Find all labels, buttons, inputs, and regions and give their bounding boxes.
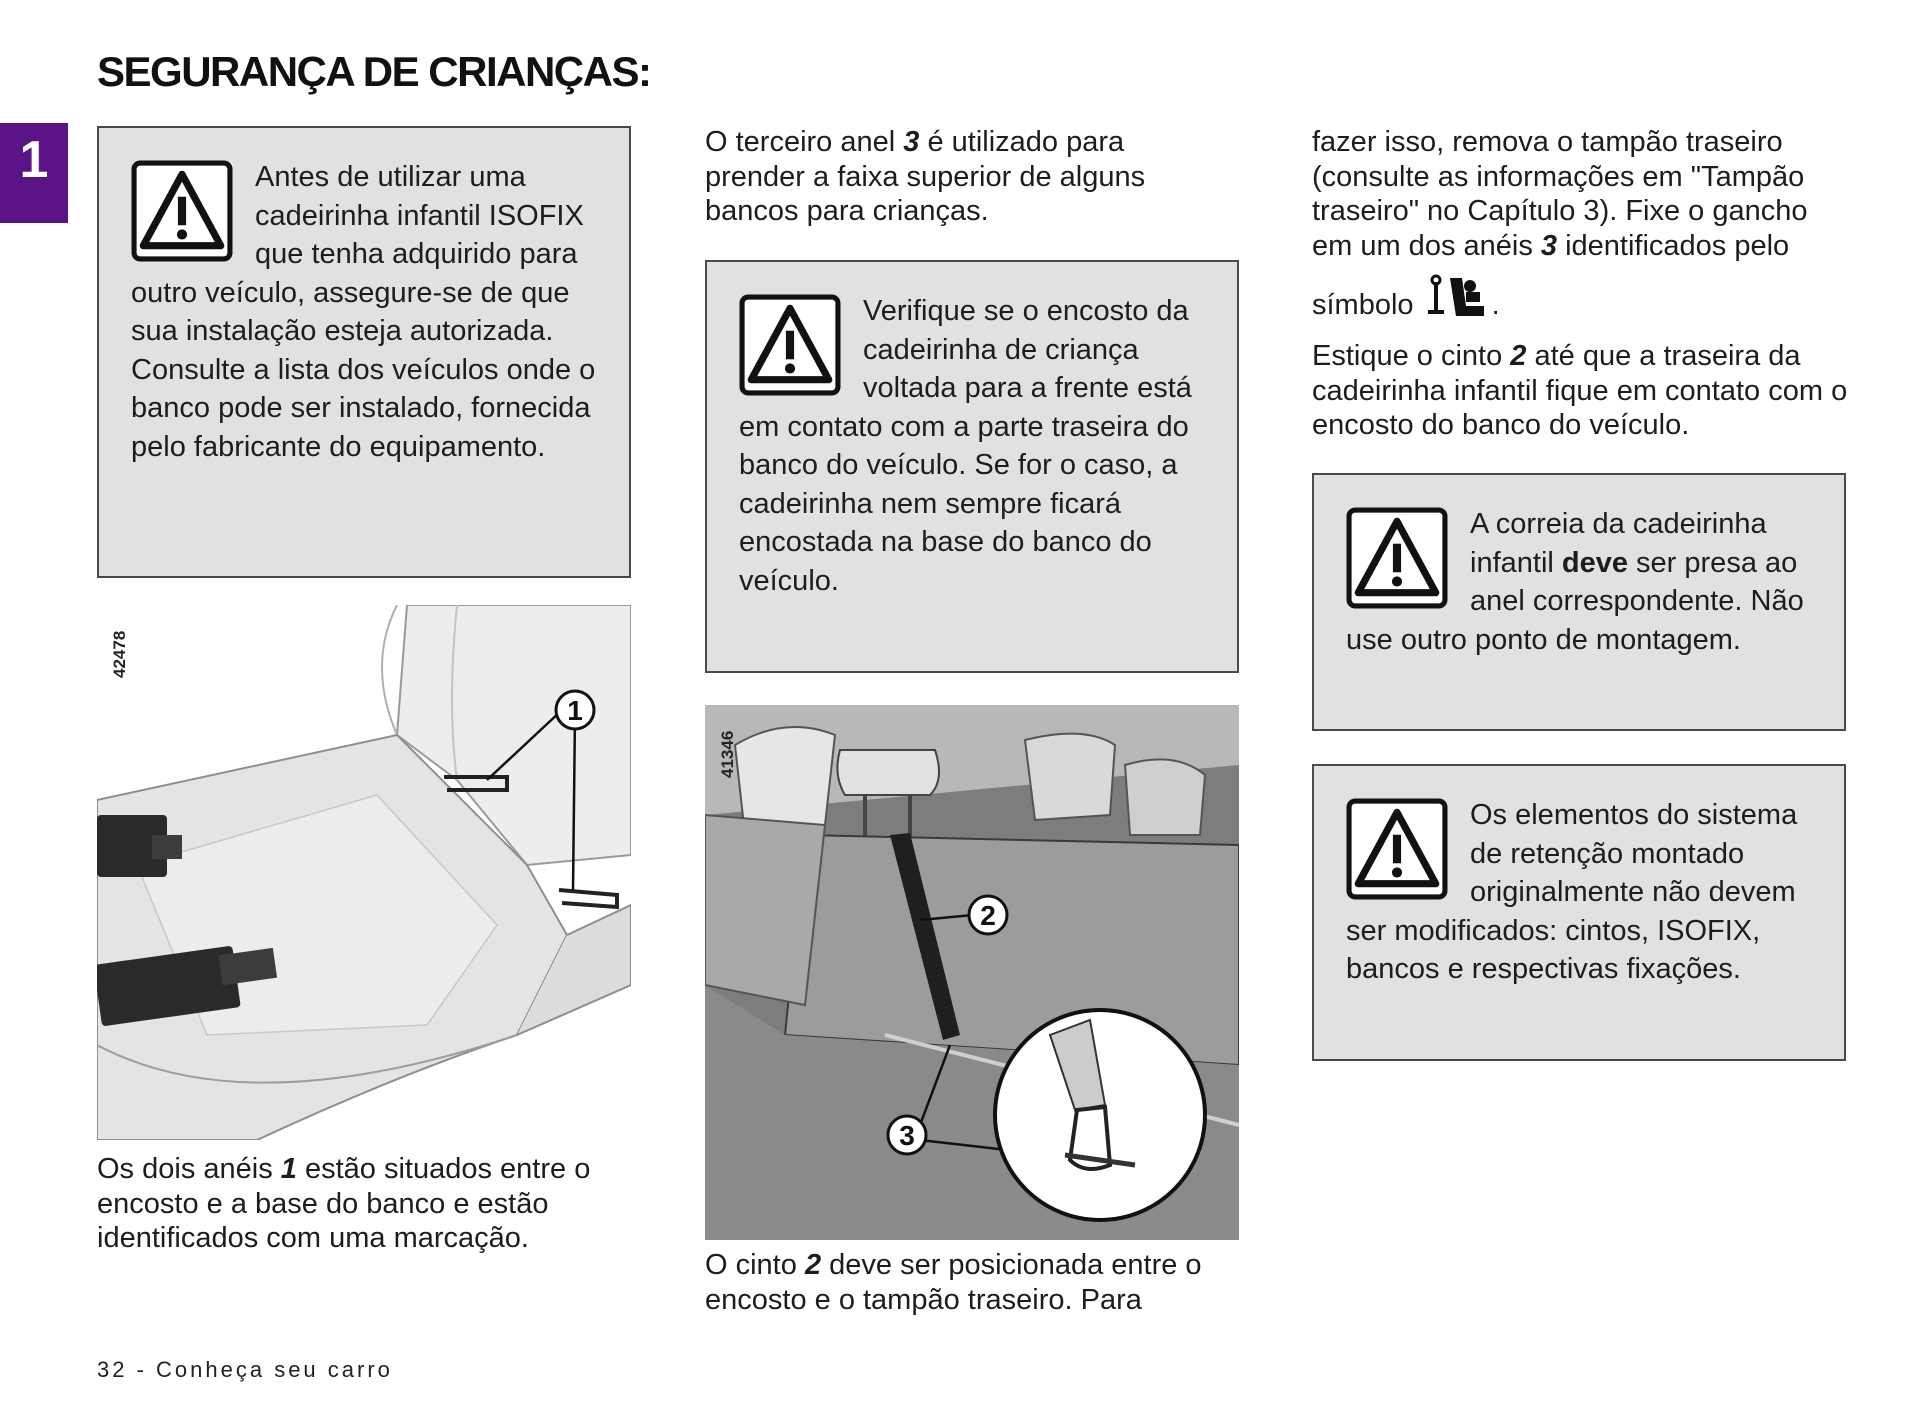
chapter-tab[interactable]: 1 <box>0 123 68 223</box>
warning-triangle-icon <box>1346 798 1448 900</box>
figure-id: 42478 <box>110 630 129 678</box>
figure-isofix-rings <box>97 605 631 1140</box>
caption-figure-2: O cinto 2 deve ser posicionada entre o encosto e o tampão traseiro. Para <box>705 1249 1202 1316</box>
warning-text: A correia da cadeirinha infantil deve ser presa ao anel correspondente. Não use outro ponto de montagem. <box>1346 508 1804 656</box>
callout-3-label: 3 <box>899 1120 915 1151</box>
warning-box-seatback <box>705 260 1239 673</box>
caption-figure-1: Os dois anéis 1 estão situados entre o encosto e a base do banco e estão identificados com uma marcação. <box>97 1153 591 1254</box>
page-title: SEGURANÇA DE CRIANÇAS: <box>97 48 651 95</box>
warning-box-strap <box>1312 473 1846 731</box>
paragraph-symbol: símbolo . <box>1312 272 1852 327</box>
paragraph-remove-cover: fazer isso, remova o tampão traseiro (consulte as informações em "Tampão traseiro" no Capítulo 3). Fixe o gancho em um dos anéis 3 identificados pelo <box>1312 126 1808 262</box>
page-footer: 32 - Conheça seu carro <box>97 1357 393 1382</box>
warning-box-no-modification <box>1312 764 1846 1061</box>
isofix-child-seat-icon <box>1422 272 1492 320</box>
paragraph-tension-strap: Estique o cinto 2 até que a traseira da cadeirinha infantil fique em contato com o encosto do banco do veículo. <box>1312 340 1848 441</box>
callout-2-label: 2 <box>980 900 996 931</box>
warning-triangle-icon <box>131 160 233 262</box>
warning-triangle-icon <box>1346 507 1448 609</box>
warning-box-isofix <box>97 126 631 578</box>
callout-1-label: 1 <box>567 695 583 726</box>
intro-third-ring: O terceiro anel 3 é utilizado para prender a faixa superior de alguns bancos para crianças. <box>705 126 1146 227</box>
warning-text: Antes de utilizar uma cadeirinha infantil ISOFIX que tenha adquirido para outro veículo, assegure-se de que sua instalação esteja autorizada. Consulte a lista dos veículos onde o banco pode ser instalado, fornecida pelo fabricante do equipamento. <box>131 161 596 463</box>
figure-id: 41346 <box>718 730 737 778</box>
warning-text: Verifique se o encosto da cadeirinha de criança voltada para a frente está em contato com a parte traseira do banco do veículo. Se for o caso, a cadeirinha nem sempre ficará encostada na base do banco do veículo. <box>739 295 1192 597</box>
warning-text: Os elementos do sistema de retenção montado originalmente não devem ser modificados: cintos, ISOFIX, bancos e respectivas fixações. <box>1346 799 1798 985</box>
warning-triangle-icon <box>739 294 841 396</box>
figure-top-tether <box>705 705 1239 1240</box>
